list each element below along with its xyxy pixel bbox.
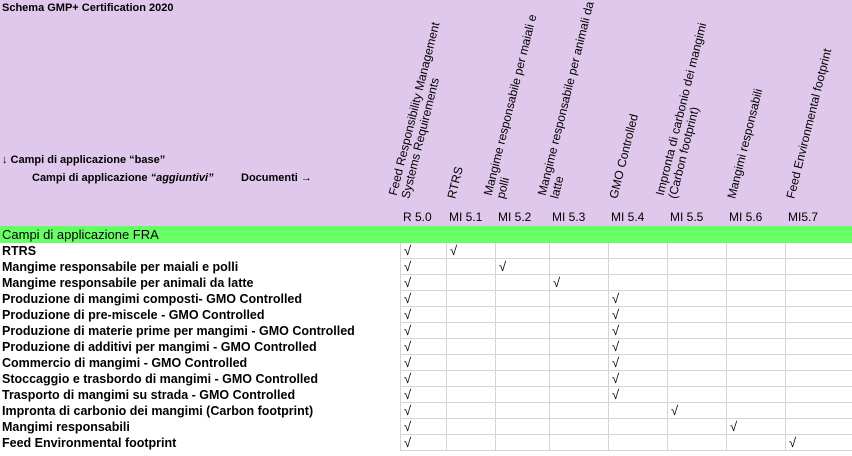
grid-cell	[446, 307, 495, 323]
table-row	[0, 435, 852, 451]
check-mark: √	[612, 339, 620, 354]
grid-cell	[667, 291, 726, 307]
grid-cell	[608, 291, 667, 307]
grid-cell	[495, 243, 549, 259]
check-mark: √	[612, 307, 620, 322]
check-mark: √	[404, 419, 412, 434]
grid-cell	[667, 435, 726, 451]
row-label: RTRS	[2, 244, 37, 258]
grid-cell	[446, 339, 495, 355]
grid-cell	[726, 275, 785, 291]
grid-cell	[785, 419, 852, 435]
grid-cell	[608, 259, 667, 275]
grid-cell	[785, 339, 852, 355]
grid-cell	[446, 387, 495, 403]
column-code: MI 5.1	[449, 210, 483, 224]
grid-cell	[549, 355, 608, 371]
column-header-title: RTRS	[444, 165, 466, 200]
grid-cell	[495, 387, 549, 403]
grid-cell	[726, 339, 785, 355]
check-mark: √	[730, 419, 738, 434]
grid-cell	[495, 419, 549, 435]
grid-cell	[608, 323, 667, 339]
grid-cell	[549, 307, 608, 323]
grid-cell	[446, 355, 495, 371]
grid-cell	[667, 259, 726, 275]
header-area	[0, 0, 852, 226]
check-mark: √	[789, 435, 797, 450]
row-label: Mangime responsabile per animali da latte	[2, 276, 254, 290]
grid-cell	[667, 339, 726, 355]
column-header	[385, 0, 446, 226]
grid-cell	[608, 371, 667, 387]
grid-cell	[400, 435, 446, 451]
check-mark: √	[499, 259, 507, 274]
table-row	[0, 323, 852, 339]
grid-cell	[726, 435, 785, 451]
grid-cell	[446, 323, 495, 339]
grid-cell	[785, 275, 852, 291]
grid-cell	[667, 323, 726, 339]
grid-cell	[726, 259, 785, 275]
row-label: Produzione di additivi per mangimi - GMO Controlled	[2, 340, 317, 354]
column-code: MI5.7	[788, 210, 819, 224]
table-row	[0, 339, 852, 355]
grid-cell	[400, 371, 446, 387]
grid-cell	[726, 371, 785, 387]
grid-cell	[667, 355, 726, 371]
check-mark: √	[553, 275, 561, 290]
row-label: Commercio di mangimi - GMO Controlled	[2, 356, 248, 370]
grid-cell	[667, 307, 726, 323]
row-label: Feed Environmental footprint	[2, 436, 177, 450]
row-label: Mangime responsabile per maiali e polli	[2, 260, 239, 274]
grid-cell	[667, 419, 726, 435]
check-mark: √	[404, 307, 412, 322]
grid-cell	[549, 291, 608, 307]
column-header-title: Mangime responsabile per maiali e polli	[480, 12, 540, 200]
grid-cell	[549, 259, 608, 275]
grid-cell	[785, 307, 852, 323]
column-header-title: GMO Controlled	[606, 112, 641, 200]
check-mark: √	[612, 371, 620, 386]
row-label: Stoccaggio e trasbordo di mangimi - GMO Controlled	[2, 372, 318, 386]
column-header	[726, 0, 785, 226]
table-row	[0, 307, 852, 323]
grid-cell	[667, 243, 726, 259]
grid-cell	[400, 291, 446, 307]
column-header	[534, 0, 608, 226]
grid-cell	[400, 419, 446, 435]
grid-cell	[400, 339, 446, 355]
grid-cell	[785, 243, 852, 259]
grid-cell	[667, 403, 726, 419]
column-code: MI 5.6	[729, 210, 763, 224]
section-label: Campi di applicazione FRA	[2, 227, 159, 242]
grid-cell	[726, 387, 785, 403]
grid-cell	[495, 355, 549, 371]
grid-cell	[400, 243, 446, 259]
check-mark: √	[404, 403, 412, 418]
row-label: Produzione di mangimi composti- GMO Controlled	[2, 292, 302, 306]
grid-cell	[400, 259, 446, 275]
grid-cell	[400, 275, 446, 291]
grid-cell	[608, 355, 667, 371]
check-mark: √	[404, 435, 412, 450]
grid-cell	[608, 275, 667, 291]
column-code: MI 5.5	[670, 210, 704, 224]
grid-cell	[495, 291, 549, 307]
grid-cell	[495, 323, 549, 339]
column-header-title: Mangimi responsabili	[724, 87, 766, 200]
grid-cell	[726, 323, 785, 339]
check-mark: √	[671, 403, 679, 418]
grid-cell	[726, 291, 785, 307]
column-code: MI 5.4	[611, 210, 645, 224]
grid-cell	[726, 419, 785, 435]
check-mark: √	[404, 275, 412, 290]
check-mark: √	[404, 339, 412, 354]
section-band	[0, 226, 852, 243]
grid-cell	[785, 259, 852, 275]
check-mark: √	[404, 355, 412, 370]
grid-cell	[495, 259, 549, 275]
row-label: Produzione di materie prime per mangimi - GMO Controlled	[2, 324, 355, 338]
table-row	[0, 243, 852, 259]
grid-cell	[785, 371, 852, 387]
row-label: Produzione di pre-miscele - GMO Controlled	[2, 308, 265, 322]
grid-cell	[446, 243, 495, 259]
grid-cell	[785, 387, 852, 403]
grid-cell	[495, 275, 549, 291]
grid-cell	[495, 403, 549, 419]
sheet-title: Schema GMP+ Certification 2020	[2, 2, 174, 14]
grid-cell	[446, 419, 495, 435]
grid-cell	[400, 387, 446, 403]
grid-cell	[549, 243, 608, 259]
grid-cell	[726, 403, 785, 419]
column-code: MI 5.2	[498, 210, 532, 224]
table-row	[0, 355, 852, 371]
base-scope-label: ↓ Campi di applicazione “base”	[2, 154, 166, 166]
grid-cell	[495, 435, 549, 451]
grid-cell	[400, 323, 446, 339]
table-row	[0, 275, 852, 291]
grid-cell	[726, 355, 785, 371]
column-header-title: Feed Environmental footprint	[783, 47, 835, 200]
grid-cell	[549, 339, 608, 355]
check-mark: √	[450, 243, 458, 258]
grid-cell	[549, 435, 608, 451]
column-code: R 5.0	[403, 210, 432, 224]
table-row	[0, 259, 852, 275]
additional-scope-prefix: Campi di applicazione	[32, 172, 151, 184]
grid-cell	[726, 243, 785, 259]
grid-cell	[785, 403, 852, 419]
grid-cell	[785, 323, 852, 339]
check-mark: √	[612, 291, 620, 306]
grid-cell	[608, 339, 667, 355]
column-header-title: Impronta di carbonio dei mangimi (Carbon footprint)	[652, 21, 710, 200]
grid-cell	[446, 291, 495, 307]
column-header	[785, 0, 852, 226]
grid-cell	[785, 435, 852, 451]
column-header	[652, 0, 726, 226]
column-code: MI 5.3	[552, 210, 586, 224]
grid-cell	[446, 435, 495, 451]
grid-cell	[549, 387, 608, 403]
table-row	[0, 403, 852, 419]
check-mark: √	[404, 387, 412, 402]
check-mark: √	[404, 323, 412, 338]
grid-cell	[495, 307, 549, 323]
check-mark: √	[612, 387, 620, 402]
check-mark: √	[612, 323, 620, 338]
grid-cell	[667, 387, 726, 403]
check-mark: √	[404, 291, 412, 306]
grid-cell	[400, 307, 446, 323]
table-row	[0, 291, 852, 307]
documents-label: Documenti →	[241, 172, 312, 184]
grid-cell	[608, 243, 667, 259]
grid-cell	[446, 371, 495, 387]
additional-scope-label	[32, 172, 214, 184]
grid-cell	[549, 371, 608, 387]
grid-cell	[446, 275, 495, 291]
column-header-title: Mangime responsabile per animali da latte	[534, 0, 597, 200]
grid-cell	[608, 435, 667, 451]
grid-cell	[446, 403, 495, 419]
grid-cell	[608, 403, 667, 419]
check-mark: √	[404, 259, 412, 274]
grid-cell	[608, 387, 667, 403]
check-mark: √	[404, 243, 412, 258]
grid-cell	[549, 403, 608, 419]
grid-cell	[549, 323, 608, 339]
column-header-title: Feed Responsibility Management Systems Requirements	[385, 20, 443, 200]
table-row	[0, 419, 852, 435]
table-row	[0, 387, 852, 403]
row-label: Trasporto di mangimi su strada - GMO Controlled	[2, 388, 296, 402]
grid-cell	[608, 419, 667, 435]
grid-cell	[495, 339, 549, 355]
grid-cell	[726, 307, 785, 323]
grid-cell	[400, 355, 446, 371]
grid-cell	[400, 403, 446, 419]
grid-cell	[495, 371, 549, 387]
additional-scope-italic: “aggiuntivi”	[150, 172, 214, 184]
grid-cell	[549, 419, 608, 435]
row-label: Impronta di carbonio dei mangimi (Carbon footprint)	[2, 404, 314, 418]
grid-cell	[446, 259, 495, 275]
grid-cell	[608, 307, 667, 323]
check-mark: √	[612, 355, 620, 370]
grid-cell	[549, 275, 608, 291]
row-label: Mangimi responsabili	[2, 420, 130, 434]
grid-cell	[785, 291, 852, 307]
grid-cell	[667, 371, 726, 387]
grid-cell	[667, 275, 726, 291]
grid-cell	[785, 355, 852, 371]
check-mark: √	[404, 371, 412, 386]
table-row	[0, 371, 852, 387]
